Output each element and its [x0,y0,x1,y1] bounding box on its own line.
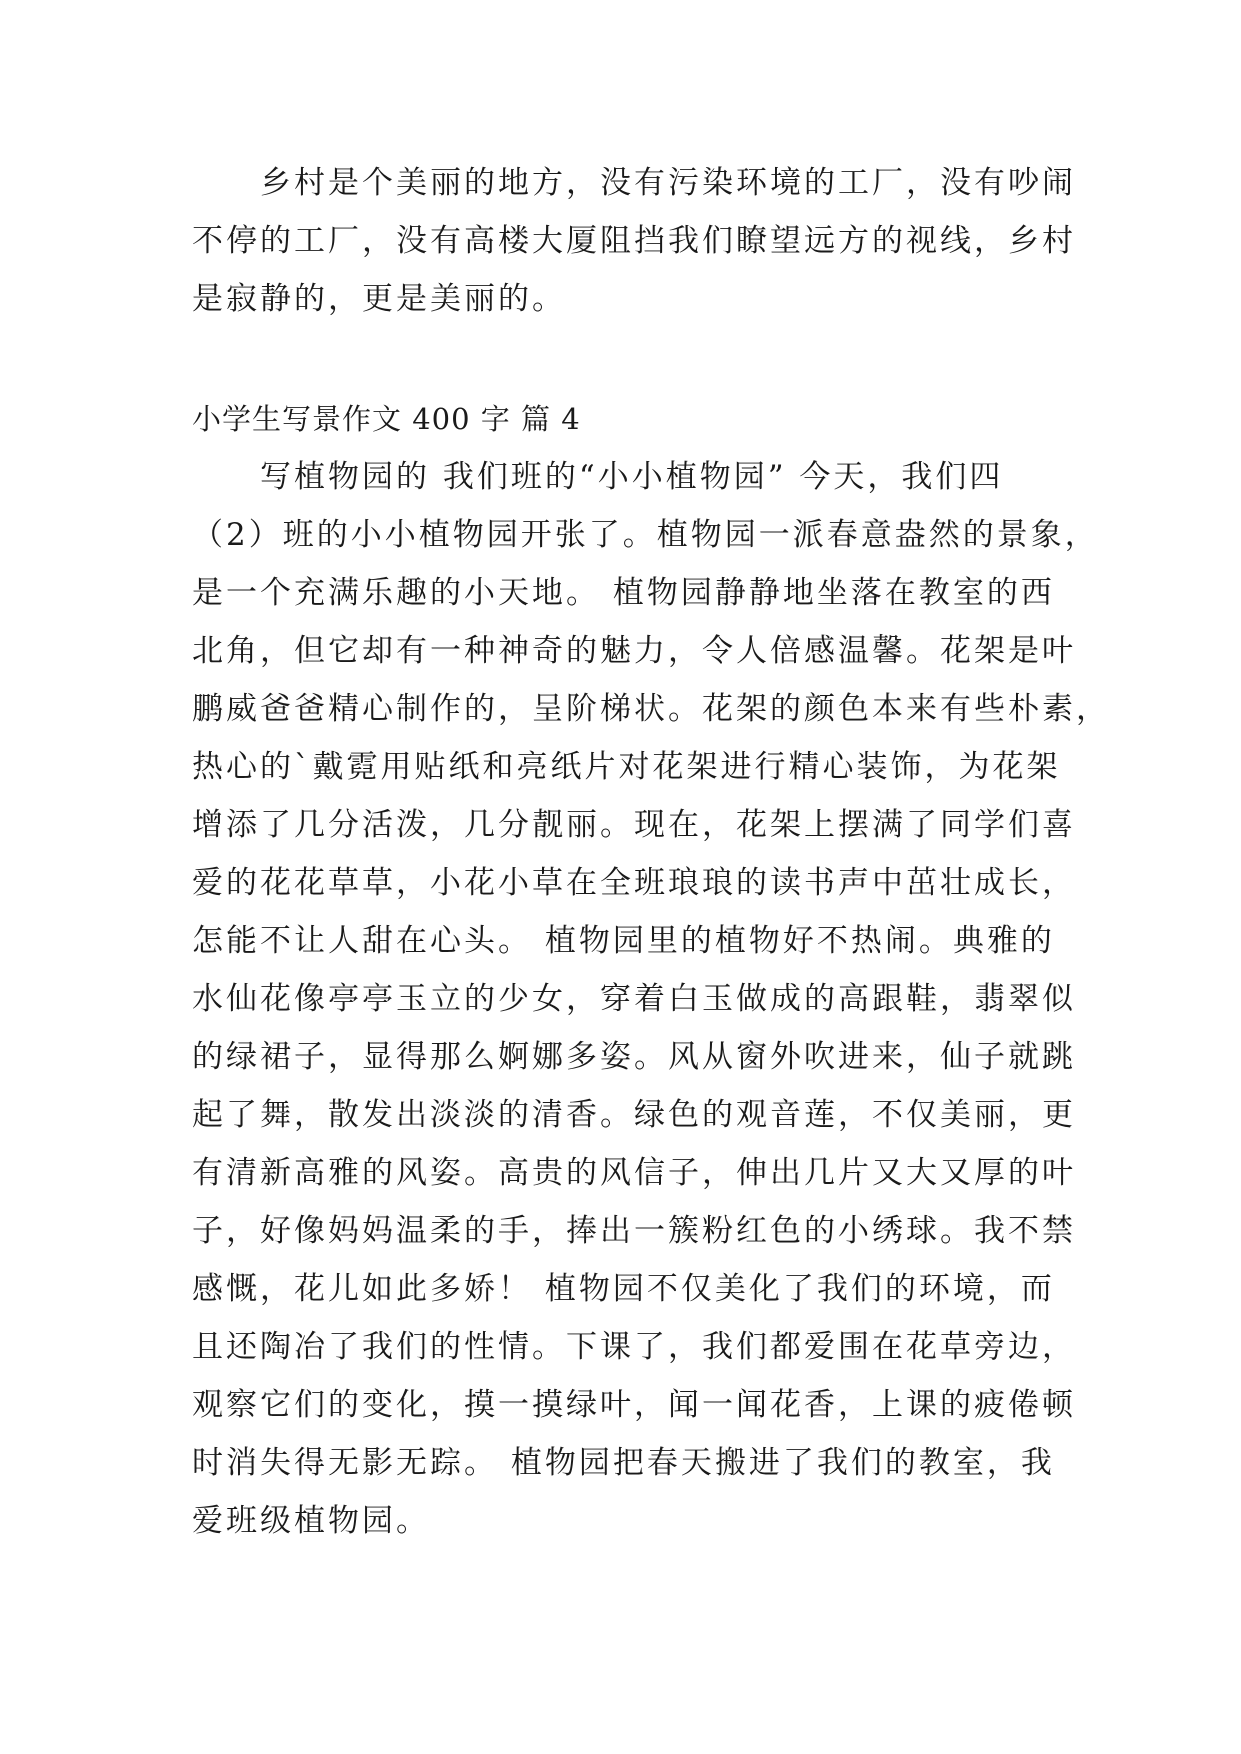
paragraph-village [192,154,1076,328]
text-line: （2）班的小小植物园开张了。植物园一派春意盎然的景象， [192,517,1099,553]
text-line: 增添了几分活泼，几分靓丽。现在，花架上摆满了同学们喜 [192,807,1076,843]
text-line: 是一个充满乐趣的小天地。 植物园静静地坐落在教室的西 [192,575,1055,611]
text-line: 不停的工厂，没有高楼大厦阻挡我们瞭望远方的视线，乡村 [192,223,1076,259]
text-line: 爱的花花草草，小花小草在全班琅琅的读书声中茁壮成长， [192,865,1076,901]
text-line: 起了舞，散发出淡淡的清香。绿色的观音莲，不仅美丽，更 [192,1097,1076,1133]
text-line: 水仙花像亭亭玉立的少女，穿着白玉做成的高跟鞋，翡翠似 [192,981,1076,1017]
text-line: 时消失得无影无踪。 植物园把春天搬进了我们的教室，我 [192,1445,1055,1481]
text-line: 怎能不让人甜在心头。 植物园里的植物好不热闹。典雅的 [192,923,1055,959]
text-line: 乡村是个美丽的地方，没有污染环境的工厂，没有吵闹 [192,165,1076,201]
text-line: 北角，但它却有一种神奇的魅力，令人倍感温馨。花架是叶 [192,633,1076,669]
text-line: 鹏威爸爸精心制作的，呈阶梯状。花架的颜色本来有些朴素， [192,691,1110,727]
paragraph-plant-garden [192,448,1110,1550]
text-line: 热心的`戴霓用贴纸和亮纸片对花架进行精心装饰，为花架 [192,749,1061,785]
text-line: 爱班级植物园。 [192,1503,430,1539]
text-line: 写植物园的 我们班的“小小植物园” 今天，我们四 [192,459,1004,495]
section-heading: 小学生写景作文 400 字 篇 4 [192,402,581,436]
text-line: 有清新高雅的风姿。高贵的风信子，伸出几片又大又厚的叶 [192,1155,1076,1191]
text-line: 观察它们的变化，摸一摸绿叶，闻一闻花香，上课的疲倦顿 [192,1387,1076,1423]
text-line: 感慨，花儿如此多娇！ 植物园不仅美化了我们的环境，而 [192,1271,1055,1307]
text-line: 子，好像妈妈温柔的手，捧出一簇粉红色的小绣球。我不禁 [192,1213,1076,1249]
text-line: 是寂静的，更是美丽的。 [192,281,566,317]
text-line: 的绿裙子，显得那么婀娜多姿。风从窗外吹进来，仙子就跳 [192,1039,1076,1075]
text-line: 且还陶冶了我们的性情。下课了，我们都爱围在花草旁边， [192,1329,1076,1365]
